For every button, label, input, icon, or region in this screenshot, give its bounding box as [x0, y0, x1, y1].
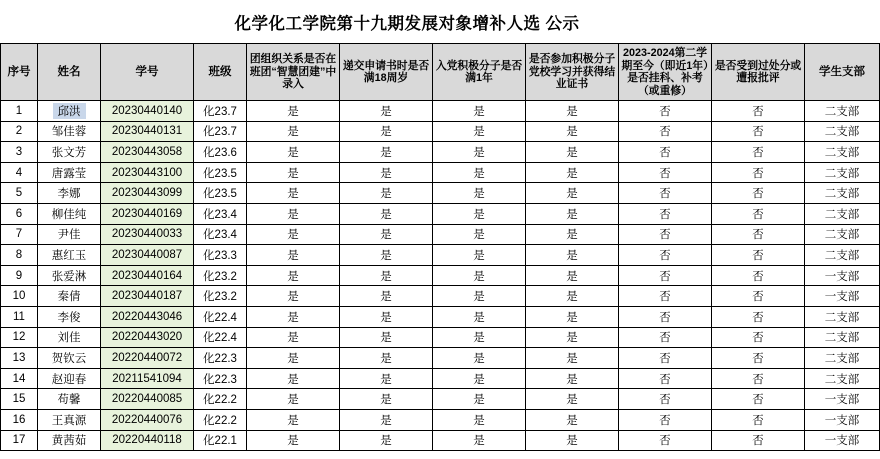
page-title: 化学化工学院第十九期发展对象增补人选 公示 — [234, 15, 580, 33]
cell-branch: 一支部 — [805, 286, 880, 307]
cell-seq: 5 — [1, 183, 38, 204]
cell-student-id: 20220440118 — [101, 430, 194, 451]
cell-class: 化23.7 — [194, 121, 247, 142]
cell-q1: 是 — [247, 224, 340, 245]
cell-q1: 是 — [247, 203, 340, 224]
cell-q3: 是 — [433, 183, 526, 204]
cell-q3: 是 — [433, 265, 526, 286]
column-header-class: 班级 — [194, 44, 247, 101]
cell-q3: 是 — [433, 162, 526, 183]
cell-q1: 是 — [247, 368, 340, 389]
cell-class: 化22.2 — [194, 409, 247, 430]
table-row — [1, 245, 880, 266]
cell-q1: 是 — [247, 286, 340, 307]
cell-q5: 否 — [619, 348, 712, 369]
cell-q4: 是 — [526, 245, 619, 266]
cell-q4: 是 — [526, 183, 619, 204]
cell-q5: 否 — [619, 265, 712, 286]
cell-q4: 是 — [526, 224, 619, 245]
cell-q2: 是 — [340, 327, 433, 348]
cell-q4: 是 — [526, 368, 619, 389]
cell-q4: 是 — [526, 203, 619, 224]
cell-q2: 是 — [340, 101, 433, 122]
cell-q2: 是 — [340, 368, 433, 389]
cell-q5: 否 — [619, 389, 712, 410]
table-header — [1, 44, 880, 101]
table-row — [1, 286, 880, 307]
cell-branch: 二支部 — [805, 245, 880, 266]
cell-name: 唐露莹 — [38, 162, 101, 183]
cell-seq: 8 — [1, 245, 38, 266]
cell-q2: 是 — [340, 348, 433, 369]
cell-name: 邹佳蓉 — [38, 121, 101, 142]
cell-q4: 是 — [526, 430, 619, 451]
cell-branch: 二支部 — [805, 101, 880, 122]
cell-q1: 是 — [247, 409, 340, 430]
cell-q2: 是 — [340, 430, 433, 451]
cell-student-id: 20230440131 — [101, 121, 194, 142]
cell-branch: 二支部 — [805, 368, 880, 389]
cell-name: 刘佳 — [38, 327, 101, 348]
cell-q2: 是 — [340, 162, 433, 183]
cell-q4: 是 — [526, 389, 619, 410]
cell-student-id: 20230440140 — [101, 101, 194, 122]
cell-student-id: 20230443100 — [101, 162, 194, 183]
cell-q3: 是 — [433, 142, 526, 163]
cell-q1: 是 — [247, 121, 340, 142]
cell-q5: 否 — [619, 368, 712, 389]
cell-q1: 是 — [247, 430, 340, 451]
cell-q6: 否 — [712, 121, 805, 142]
cell-seq: 10 — [1, 286, 38, 307]
cell-class: 化23.3 — [194, 245, 247, 266]
cell-q1: 是 — [247, 142, 340, 163]
public-notice-table — [0, 43, 880, 451]
cell-branch: 二支部 — [805, 348, 880, 369]
cell-q4: 是 — [526, 265, 619, 286]
cell-name: 尹佳 — [38, 224, 101, 245]
table-row — [1, 327, 880, 348]
cell-seq: 12 — [1, 327, 38, 348]
cell-q3: 是 — [433, 203, 526, 224]
cell-q1: 是 — [247, 245, 340, 266]
table-row — [1, 368, 880, 389]
cell-class: 化23.2 — [194, 265, 247, 286]
cell-seq: 1 — [1, 101, 38, 122]
cell-name: 惠红玉 — [38, 245, 101, 266]
cell-q2: 是 — [340, 224, 433, 245]
cell-seq: 4 — [1, 162, 38, 183]
cell-q3: 是 — [433, 389, 526, 410]
cell-class: 化22.4 — [194, 306, 247, 327]
cell-q4: 是 — [526, 409, 619, 430]
column-header-seq: 序号 — [1, 44, 38, 101]
cell-q6: 否 — [712, 286, 805, 307]
table-row — [1, 389, 880, 410]
cell-class: 化23.2 — [194, 286, 247, 307]
cell-class: 化22.3 — [194, 348, 247, 369]
cell-seq: 11 — [1, 306, 38, 327]
cell-name: 黄茜茹 — [38, 430, 101, 451]
cell-seq: 2 — [1, 121, 38, 142]
cell-name: 张爱淋 — [38, 265, 101, 286]
cell-q1: 是 — [247, 183, 340, 204]
cell-name: 秦倩 — [38, 286, 101, 307]
table-header-row — [1, 44, 880, 101]
cell-student-id: 20230440087 — [101, 245, 194, 266]
cell-q6: 否 — [712, 409, 805, 430]
table-row — [1, 306, 880, 327]
cell-q4: 是 — [526, 162, 619, 183]
cell-q6: 否 — [712, 389, 805, 410]
table-row — [1, 224, 880, 245]
cell-name: 张文芳 — [38, 142, 101, 163]
cell-q6: 否 — [712, 203, 805, 224]
cell-q3: 是 — [433, 368, 526, 389]
column-header-student-id: 学号 — [101, 44, 194, 101]
cell-student-id: 20230440033 — [101, 224, 194, 245]
cell-q6: 否 — [712, 101, 805, 122]
cell-q6: 否 — [712, 224, 805, 245]
cell-q2: 是 — [340, 286, 433, 307]
column-header-q5: 2023-2024第二学期至今（即近1年）是否挂科、补考（或重修） — [619, 44, 712, 101]
cell-name: 苟馨 — [38, 389, 101, 410]
cell-class: 化22.1 — [194, 430, 247, 451]
cell-q6: 否 — [712, 183, 805, 204]
cell-q5: 否 — [619, 286, 712, 307]
cell-q6: 否 — [712, 348, 805, 369]
cell-class: 化23.6 — [194, 142, 247, 163]
cell-name: 柳佳纯 — [38, 203, 101, 224]
cell-student-id: 20220443046 — [101, 306, 194, 327]
cell-branch: 二支部 — [805, 224, 880, 245]
column-header-name: 姓名 — [38, 44, 101, 101]
cell-student-id: 20220443020 — [101, 327, 194, 348]
cell-q1: 是 — [247, 265, 340, 286]
cell-q3: 是 — [433, 224, 526, 245]
column-header-q6: 是否受到过处分或遭报批评 — [712, 44, 805, 101]
cell-q2: 是 — [340, 306, 433, 327]
cell-branch: 一支部 — [805, 265, 880, 286]
cell-q5: 否 — [619, 142, 712, 163]
cell-q1: 是 — [247, 327, 340, 348]
table-row — [1, 121, 880, 142]
cell-branch: 二支部 — [805, 327, 880, 348]
cell-q2: 是 — [340, 121, 433, 142]
cell-branch: 二支部 — [805, 162, 880, 183]
cell-q6: 否 — [712, 327, 805, 348]
cell-name: 李俊 — [38, 306, 101, 327]
cell-student-id: 20230443058 — [101, 142, 194, 163]
cell-q3: 是 — [433, 430, 526, 451]
table-row — [1, 183, 880, 204]
cell-q4: 是 — [526, 306, 619, 327]
cell-branch: 一支部 — [805, 409, 880, 430]
cell-q2: 是 — [340, 409, 433, 430]
cell-student-id: 20220440085 — [101, 389, 194, 410]
cell-q3: 是 — [433, 245, 526, 266]
cell-branch: 二支部 — [805, 203, 880, 224]
cell-q5: 否 — [619, 224, 712, 245]
cell-class: 化23.5 — [194, 162, 247, 183]
cell-student-id: 20230440187 — [101, 286, 194, 307]
cell-branch: 二支部 — [805, 183, 880, 204]
column-header-q4: 是否参加积极分子党校学习并获得结业证书 — [526, 44, 619, 101]
cell-q6: 否 — [712, 430, 805, 451]
table-row — [1, 430, 880, 451]
column-header-q2: 递交申请书时是否满18周岁 — [340, 44, 433, 101]
cell-q1: 是 — [247, 389, 340, 410]
cell-branch: 一支部 — [805, 389, 880, 410]
cell-q6: 否 — [712, 162, 805, 183]
cell-q4: 是 — [526, 286, 619, 307]
table-row — [1, 142, 880, 163]
cell-name: 邱洪 — [38, 101, 101, 122]
table-body — [1, 101, 880, 451]
cell-q4: 是 — [526, 348, 619, 369]
cell-q2: 是 — [340, 245, 433, 266]
cell-q6: 否 — [712, 368, 805, 389]
cell-name: 贺钦云 — [38, 348, 101, 369]
cell-class: 化23.4 — [194, 224, 247, 245]
cell-q5: 否 — [619, 306, 712, 327]
cell-q5: 否 — [619, 430, 712, 451]
cell-class: 化23.7 — [194, 101, 247, 122]
cell-q2: 是 — [340, 389, 433, 410]
cell-q3: 是 — [433, 286, 526, 307]
cell-class: 化23.5 — [194, 183, 247, 204]
cell-q4: 是 — [526, 142, 619, 163]
cell-seq: 13 — [1, 348, 38, 369]
cell-q4: 是 — [526, 121, 619, 142]
cell-student-id: 20230440169 — [101, 203, 194, 224]
cell-q6: 否 — [712, 306, 805, 327]
cell-q1: 是 — [247, 348, 340, 369]
cell-seq: 16 — [1, 409, 38, 430]
cell-q3: 是 — [433, 121, 526, 142]
table-row — [1, 265, 880, 286]
cell-q3: 是 — [433, 409, 526, 430]
cell-branch: 二支部 — [805, 142, 880, 163]
column-header-q3: 入党积极分子是否满1年 — [433, 44, 526, 101]
table-row — [1, 162, 880, 183]
cell-q1: 是 — [247, 162, 340, 183]
cell-q1: 是 — [247, 101, 340, 122]
cell-name: 赵迎春 — [38, 368, 101, 389]
cell-seq: 3 — [1, 142, 38, 163]
cell-seq: 6 — [1, 203, 38, 224]
cell-seq: 15 — [1, 389, 38, 410]
cell-student-id: 20220440072 — [101, 348, 194, 369]
cell-q2: 是 — [340, 183, 433, 204]
cell-student-id: 20230440164 — [101, 265, 194, 286]
table-row — [1, 203, 880, 224]
cell-q5: 否 — [619, 183, 712, 204]
cell-q5: 否 — [619, 245, 712, 266]
cell-q6: 否 — [712, 245, 805, 266]
cell-student-id: 20230443099 — [101, 183, 194, 204]
cell-name: 李娜 — [38, 183, 101, 204]
cell-q4: 是 — [526, 101, 619, 122]
cell-student-id: 20220440076 — [101, 409, 194, 430]
cell-class: 化22.4 — [194, 327, 247, 348]
cell-seq: 17 — [1, 430, 38, 451]
cell-q5: 否 — [619, 101, 712, 122]
table-row — [1, 101, 880, 122]
cell-q6: 否 — [712, 265, 805, 286]
cell-q2: 是 — [340, 142, 433, 163]
cell-q5: 否 — [619, 162, 712, 183]
cell-q2: 是 — [340, 265, 433, 286]
cell-q4: 是 — [526, 327, 619, 348]
cell-q1: 是 — [247, 306, 340, 327]
cell-class: 化22.3 — [194, 368, 247, 389]
cell-branch: 一支部 — [805, 430, 880, 451]
cell-q5: 否 — [619, 409, 712, 430]
cell-seq: 14 — [1, 368, 38, 389]
cell-seq: 7 — [1, 224, 38, 245]
cell-seq: 9 — [1, 265, 38, 286]
cell-q5: 否 — [619, 203, 712, 224]
column-header-q1: 团组织关系是否在班团“智慧团建”中录入 — [247, 44, 340, 101]
cell-q6: 否 — [712, 142, 805, 163]
cell-q5: 否 — [619, 327, 712, 348]
cell-q5: 否 — [619, 121, 712, 142]
cell-student-id: 20211541094 — [101, 368, 194, 389]
cell-name: 王真源 — [38, 409, 101, 430]
cell-q3: 是 — [433, 348, 526, 369]
cell-q2: 是 — [340, 203, 433, 224]
table-row — [1, 348, 880, 369]
cell-branch: 二支部 — [805, 306, 880, 327]
cell-class: 化22.2 — [194, 389, 247, 410]
table-row — [1, 409, 880, 430]
cell-q3: 是 — [433, 327, 526, 348]
cell-class: 化23.4 — [194, 203, 247, 224]
cell-branch: 二支部 — [805, 121, 880, 142]
column-header-branch: 学生支部 — [805, 44, 880, 101]
cell-q3: 是 — [433, 101, 526, 122]
cell-q3: 是 — [433, 306, 526, 327]
